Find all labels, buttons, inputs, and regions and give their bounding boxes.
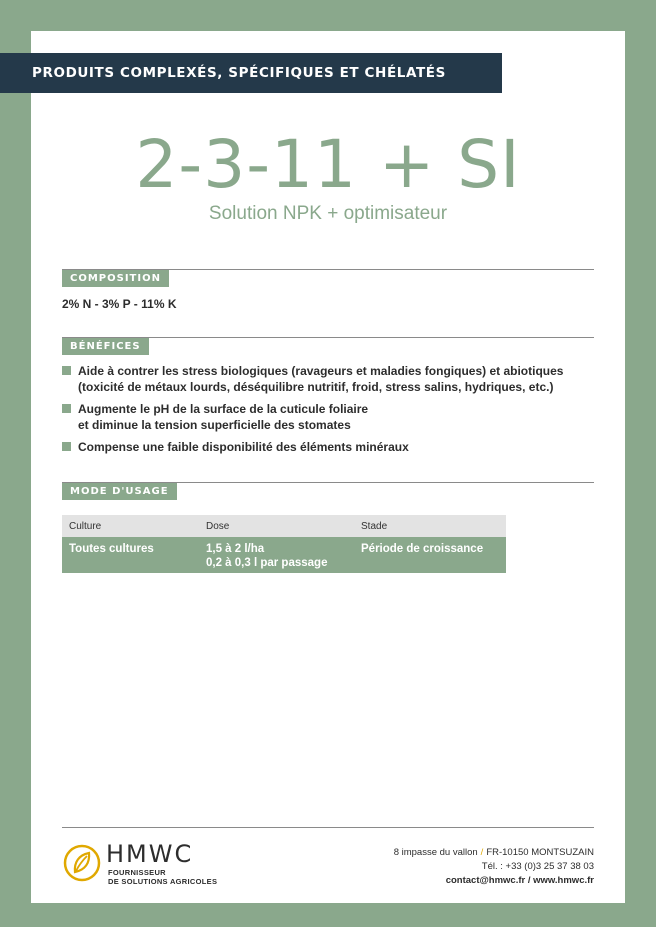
column-header-dose: Dose (199, 515, 354, 537)
composition-label: COMPOSITION (62, 270, 169, 287)
product-sheet (31, 31, 625, 903)
benefit-line: et diminue la tension superficielle des stomates (78, 418, 351, 432)
company-logo (62, 840, 222, 887)
dose-line: 1,5 à 2 l/ha (206, 543, 265, 555)
table-header-row (62, 515, 506, 537)
benefits-list (62, 363, 602, 461)
square-bullet-icon (62, 442, 71, 451)
composition-text: 2% N - 3% P - 11% K (62, 297, 177, 311)
brand-name: HMWC (106, 840, 194, 868)
list-item (62, 401, 602, 433)
usage-label: MODE D'USAGE (62, 483, 177, 500)
benefit-line: Aide à contrer les stress biologiques (ravageurs et maladies fongiques) et abiotiques (78, 364, 564, 378)
contact-links[interactable]: contact@hmwc.fr / www.hmwc.fr (445, 875, 594, 886)
footer-divider (62, 827, 594, 828)
benefit-line: (toxicité de métaux lourds, déséquilibre nutritif, froid, stress salins, hydriques, etc.) (78, 380, 554, 394)
address-city: FR-10150 MONTSUZAIN (486, 847, 594, 858)
benefit-line: Compense une faible disponibilité des éléments minéraux (78, 440, 409, 454)
product-subtitle: Solution NPK + optimisateur (208, 203, 448, 224)
address-separator: / (480, 847, 484, 858)
list-item (62, 363, 602, 395)
cell-culture: Toutes cultures (62, 537, 199, 573)
column-header-stade: Stade (354, 515, 506, 537)
column-header-culture: Culture (62, 515, 199, 537)
tagline-line: FOURNISSEUR (108, 868, 166, 877)
usage-table (62, 515, 506, 573)
cell-dose (199, 537, 354, 573)
benefits-label: BÉNÉFICES (62, 338, 149, 355)
list-item (62, 439, 602, 455)
tagline-line: DE SOLUTIONS AGRICOLES (108, 877, 218, 886)
square-bullet-icon (62, 366, 71, 375)
square-bullet-icon (62, 404, 71, 413)
brand-tagline (108, 868, 238, 886)
contact-block (394, 846, 594, 888)
product-title: 2-3-11 + SI (135, 126, 521, 203)
benefit-line: Augmente le pH de la surface de la cuticule foliaire (78, 402, 369, 416)
cell-stade: Période de croissance (354, 537, 506, 573)
address-line (394, 846, 594, 860)
address-street: 8 impasse du vallon (393, 847, 478, 858)
dose-line: 0,2 à 0,3 l par passage (206, 557, 328, 569)
table-row (62, 537, 506, 573)
leaf-circle-icon (62, 843, 102, 883)
phone-line: Tél. : +33 (0)3 25 37 38 03 (481, 861, 594, 872)
category-banner: PRODUITS COMPLEXÉS, SPÉCIFIQUES ET CHÉLATÉS (0, 53, 502, 93)
